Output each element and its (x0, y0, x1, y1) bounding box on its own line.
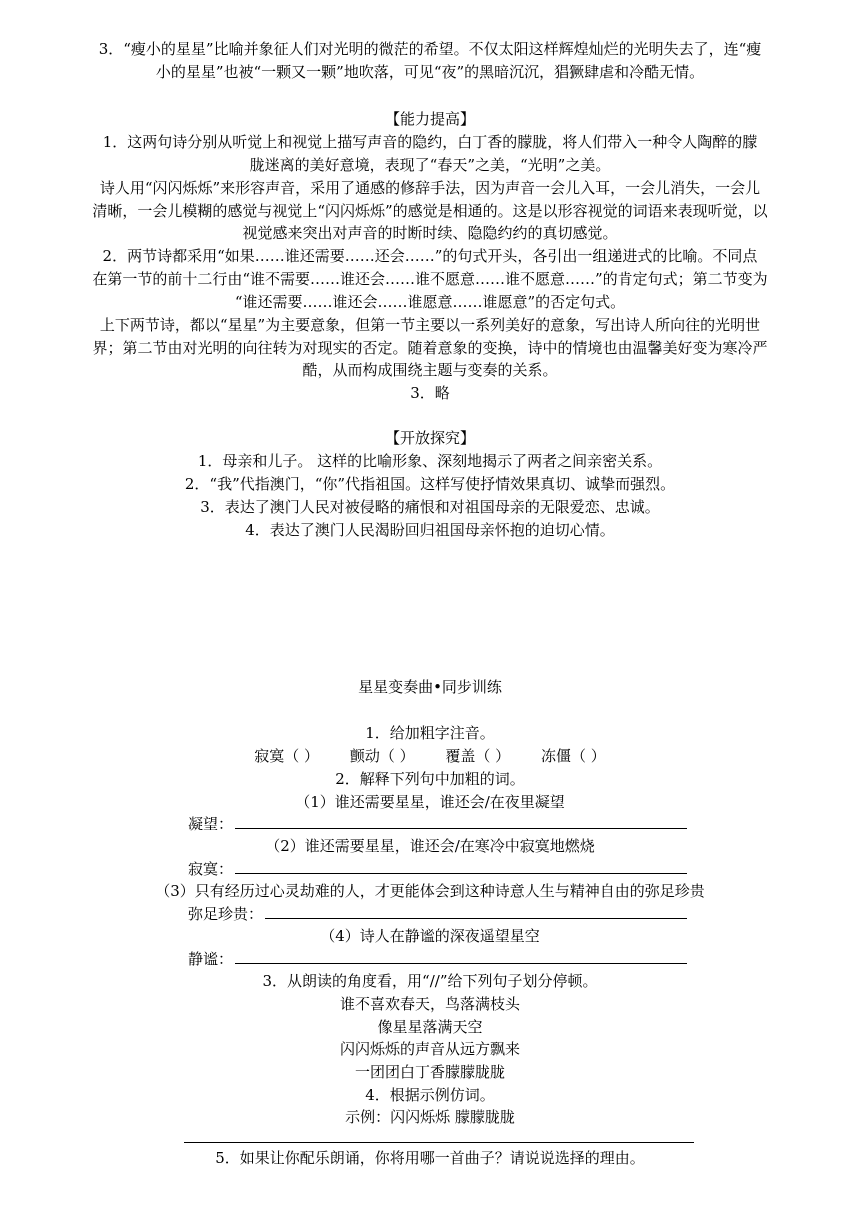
ability-1b-line-2: 清晰，一会儿模糊的感觉与视觉上“闪闪烁烁”的感觉是相通的。这是以形容视觉的词语来表现听觉，以 (92, 202, 768, 220)
open-3: 3．表达了澳门人民对被侵略的痛恨和对祖国母亲的无限爱恋、忠诚。 (200, 498, 660, 516)
question-4-example: 示例：闪闪烁烁 朦朦胧胧 (345, 1108, 515, 1126)
answer-blank[interactable] (235, 859, 687, 874)
ability-3: 3．略 (410, 384, 450, 402)
question-5: 5．如果让你配乐朗诵，你将用哪一首曲子？请说说选择的理由。 (215, 1149, 645, 1167)
q2-answer-row-3 (188, 903, 708, 925)
ability-1-line-2: 胧迷离的美好意境，表现了“春天”之美，“光明”之美。 (249, 156, 611, 174)
ability-1b-line-1: 诗人用“闪闪烁烁”来形容声音，采用了通感的修辞手法，因为声音一会儿入耳，一会儿消失，一会儿 (99, 179, 761, 197)
ability-1-line-1: 1．这两句诗分别从听觉上和视觉上描写声音的隐约，白丁香的朦胧，将人们带入一种令人陶醉的朦 (102, 133, 758, 151)
ability-2-line-2: 在第一节的前十二行由“谁不需要……谁还会……谁不愿意……谁不愿意……”的肯定句式；第二节变为 (92, 270, 768, 288)
q2-word-label-4: 静谧： (188, 950, 234, 968)
word-2: 颤动（ ） (349, 747, 415, 765)
question-3: 3．从朗读的角度看，用“//”给下列句子划分停顿。 (262, 972, 598, 990)
ability-section-title: 【能力提高】 (384, 110, 475, 128)
open-section-title: 【开放探究】 (384, 429, 475, 447)
q2-answer-row-2 (188, 858, 708, 880)
word-4: 冻僵（ ） (540, 747, 606, 765)
answer-blank[interactable] (235, 949, 687, 964)
question-1: 1．给加粗字注音。 (365, 724, 495, 742)
answer-blank[interactable] (235, 814, 687, 829)
ability-2b-line-3: 酷，从而构成围绕主题与变奏的关系。 (302, 361, 558, 379)
word-1: 寂寞（ ） (254, 747, 320, 765)
ability-1b-line-3: 视觉感来突出对声音的时断时续、隐隐约约的真切感觉。 (242, 224, 618, 242)
q2-sentence-2: （2）谁还需要星星，谁还会/在寒冷中寂寞地燃烧 (265, 837, 595, 855)
answer-3-line-2: 小的星星”也被“一颗又一颗”地吹落，可见“夜”的黑暗沉沉，猖獗肆虐和冷酷无情。 (155, 63, 705, 81)
q2-word-label-3: 弥足珍贵： (188, 905, 264, 923)
open-4: 4．表达了澳门人民渴盼回归祖国母亲怀抱的迫切心情。 (245, 521, 615, 539)
ability-2b-line-2: 界；第二节由对光明的向往转为对现实的否定。随着意象的变换，诗中的情境也由温馨美好变为寒冷严 (92, 339, 768, 357)
answer-line[interactable] (184, 1142, 694, 1143)
question-1-words (0, 745, 860, 767)
q2-word-label-1: 凝望： (188, 815, 234, 833)
ability-2b-line-1: 上下两节诗，都以“星星”为主要意象，但第一节主要以一系列美好的意象，写出诗人所向往的光明世 (99, 316, 761, 334)
answer-blank[interactable] (265, 904, 687, 919)
ability-2-line-3: “谁还需要……谁还会……谁愿意……谁愿意”的否定句式。 (234, 293, 626, 311)
q2-answer-row-1 (188, 813, 708, 835)
q2-sentence-4: （4）诗人在静谧的深夜遥望星空 (320, 927, 540, 945)
q2-answer-row-4 (188, 948, 708, 970)
poem-line-4: 一团团白丁香朦朦胧胧 (354, 1063, 505, 1081)
poem-line-1: 谁不喜欢春天，鸟落满枝头 (339, 995, 520, 1013)
word-3: 覆盖（ ） (445, 747, 511, 765)
ability-2-line-1: 2．两节诗都采用“如果……谁还需要……还会……”的句式开头，各引出一组递进式的比喻。不同点 (102, 247, 758, 265)
open-2: 2．“我”代指澳门，“你”代指祖国。这样写使抒情效果真切、诚挚而强烈。 (184, 475, 676, 493)
exercise-title: 星星变奏曲•同步训练 (358, 678, 502, 696)
question-2: 2．解释下列句中加粗的词。 (335, 770, 525, 788)
q2-sentence-3: （3）只有经历过心灵劫难的人，才更能体会到这种诗意人生与精神自由的弥足珍贵 (155, 882, 705, 900)
question-4: 4．根据示例仿词。 (365, 1086, 495, 1104)
q2-sentence-1: （1）谁还需要星星，谁还会/在夜里凝望 (295, 793, 565, 811)
open-1: 1．母亲和儿子。 这样的比喻形象、深刻地揭示了两者之间亲密关系。 (197, 452, 663, 470)
answer-3-line-1: 3．“瘦小的星星”比喻并象征人们对光明的微茫的希望。不仅太阳这样辉煌灿烂的光明失去了，连“瘦 (98, 40, 762, 58)
poem-line-2: 像星星落满天空 (377, 1018, 483, 1036)
q2-word-label-2: 寂寞： (188, 860, 234, 878)
poem-line-3: 闪闪烁烁的声音从远方飘来 (339, 1040, 520, 1058)
